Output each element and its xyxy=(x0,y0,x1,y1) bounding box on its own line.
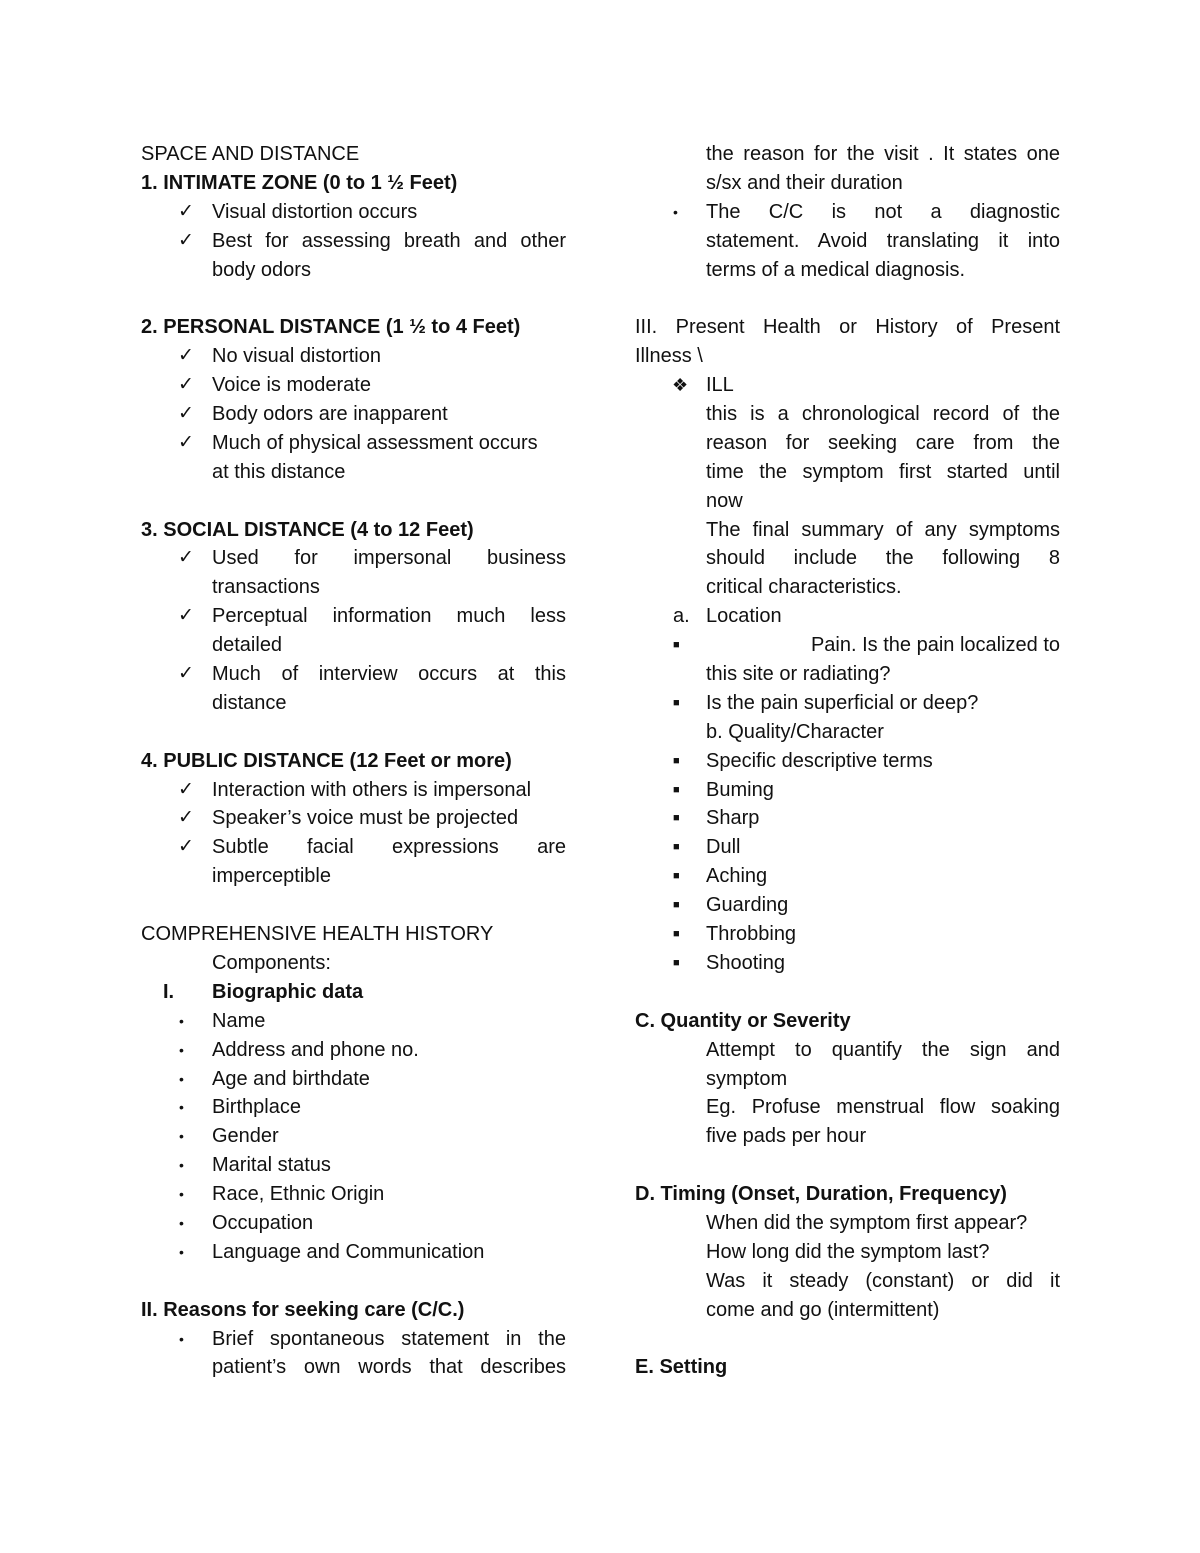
check-icon: ✓ xyxy=(178,200,194,222)
comprehensive-health-history-title: COMPREHENSIVE HEALTH HISTORY xyxy=(141,923,494,946)
list-item-cont: statement. Avoid translating it into xyxy=(706,229,1060,252)
list-item-cont: at this distance xyxy=(212,460,346,483)
public-distance-heading: 4. PUBLIC DISTANCE (12 Feet or more) xyxy=(141,749,512,772)
square-bullet-icon: ■ xyxy=(673,956,680,969)
reason-continued: s/sx and their duration xyxy=(706,171,903,194)
bullet-icon: • xyxy=(179,1330,184,1347)
list-item: • Marital status xyxy=(141,1151,566,1180)
list-item: ✓ Used for impersonal business xyxy=(141,544,566,573)
list-item-cont: patient’s own words that describes xyxy=(212,1356,566,1379)
list-item: ■ Specific descriptive terms xyxy=(635,747,1060,776)
list-item: • Gender xyxy=(141,1122,566,1151)
list-item: • The C/C is not a diagnostic xyxy=(635,198,1060,227)
check-icon: ✓ xyxy=(178,431,194,453)
present-illness-heading: III. Present Health or History of Present xyxy=(635,316,1060,339)
paragraph-line: When did the symptom first appear? xyxy=(706,1211,1028,1234)
list-item-cont: transactions xyxy=(212,576,320,599)
square-bullet-icon: ■ xyxy=(673,812,680,825)
list-item-cont: body odors xyxy=(212,258,311,281)
list-item: ✓ Much of physical assessment occurs xyxy=(141,429,566,458)
list-item-cont: terms of a medical diagnosis. xyxy=(706,258,966,281)
paragraph-line: Eg. Profuse menstrual flow soaking xyxy=(706,1096,1060,1119)
list-item: ■ Pain. Is the pain localized to xyxy=(635,631,1060,660)
list-letter: a. xyxy=(673,605,690,628)
list-item: • Language and Communication xyxy=(141,1238,566,1267)
paragraph-line: come and go (intermittent) xyxy=(706,1298,940,1321)
roman-numeral: I. xyxy=(163,980,175,1003)
check-icon: ✓ xyxy=(178,229,194,251)
list-item: ■ Buming xyxy=(635,776,1060,805)
paragraph-line: should include the following 8 xyxy=(706,547,1060,570)
check-icon: ✓ xyxy=(178,778,194,800)
paragraph-line: five pads per hour xyxy=(706,1125,867,1148)
personal-distance-heading: 2. PERSONAL DISTANCE (1 ½ to 4 Feet) xyxy=(141,316,521,339)
square-bullet-icon: ■ xyxy=(673,639,680,652)
list-item: ■ Is the pain superficial or deep? xyxy=(635,689,1060,718)
check-icon: ✓ xyxy=(178,836,194,858)
left-column xyxy=(141,140,566,1382)
list-item: ✓ Voice is moderate xyxy=(141,371,566,400)
paragraph-line: The final summary of any symptoms xyxy=(706,518,1060,541)
quantity-severity-heading: C. Quantity or Severity xyxy=(635,1009,851,1032)
check-icon: ✓ xyxy=(178,547,194,569)
square-bullet-icon: ■ xyxy=(673,899,680,912)
setting-heading: E. Setting xyxy=(635,1356,728,1379)
location-item: a. Location xyxy=(635,602,1060,631)
biographic-data-heading: I. Biographic data xyxy=(141,978,566,1007)
ill-item: ❖ ILL xyxy=(635,371,1060,400)
list-item: ■ Dull xyxy=(635,833,1060,862)
check-icon: ✓ xyxy=(178,663,194,685)
list-item: • Address and phone no. xyxy=(141,1036,566,1065)
reasons-heading: II. Reasons for seeking care (C/C.) xyxy=(141,1298,465,1321)
list-item-cont: detailed xyxy=(212,634,283,657)
list-item-cont: distance xyxy=(212,691,287,714)
check-icon: ✓ xyxy=(178,403,194,425)
list-item: • Birthplace xyxy=(141,1093,566,1122)
list-item: ✓ Much of interview occurs at this xyxy=(141,660,566,689)
paragraph-line: now xyxy=(706,489,743,512)
square-bullet-icon: ■ xyxy=(673,928,680,941)
list-item: ■ Sharp xyxy=(635,804,1060,833)
square-bullet-icon: ■ xyxy=(673,754,680,767)
paragraph-line: How long did the symptom last? xyxy=(706,1240,990,1263)
list-item-cont: this site or radiating? xyxy=(706,663,891,686)
paragraph-line: Attempt to quantify the sign and xyxy=(706,1038,1060,1061)
square-bullet-icon: ■ xyxy=(673,870,680,883)
list-item: ✓ No visual distortion xyxy=(141,342,566,371)
list-item-cont: imperceptible xyxy=(212,865,331,888)
paragraph-line: reason for seeking care from the xyxy=(706,431,1060,454)
bullet-icon: • xyxy=(179,1214,184,1231)
paragraph-line: symptom xyxy=(706,1067,788,1090)
bullet-icon: • xyxy=(179,1186,184,1203)
list-item: • Name xyxy=(141,1007,566,1036)
square-bullet-icon: ■ xyxy=(673,841,680,854)
paragraph-line: Was it steady (constant) or did it xyxy=(706,1269,1060,1292)
page-title: SPACE AND DISTANCE xyxy=(141,143,360,165)
list-item: • Brief spontaneous statement in the xyxy=(141,1325,566,1354)
list-item: ✓ Perceptual information much less xyxy=(141,602,566,631)
paragraph-line: critical characteristics. xyxy=(706,576,902,599)
social-distance-heading: 3. SOCIAL DISTANCE (4 to 12 Feet) xyxy=(141,518,474,541)
diamond-icon: ❖ xyxy=(672,375,689,396)
check-icon: ✓ xyxy=(178,605,194,627)
list-item: ■ Aching xyxy=(635,862,1060,891)
list-item: • Age and birthdate xyxy=(141,1065,566,1094)
list-item: ■ Shooting xyxy=(635,949,1060,978)
list-item: ✓ Subtle facial expressions are xyxy=(141,833,566,862)
timing-heading: D. Timing (Onset, Duration, Frequency) xyxy=(635,1183,1007,1206)
check-icon: ✓ xyxy=(178,807,194,829)
intimate-zone-heading: 1. INTIMATE ZONE (0 to 1 ½ Feet) xyxy=(141,171,458,194)
list-item: • Race, Ethnic Origin xyxy=(141,1180,566,1209)
bullet-icon: • xyxy=(673,203,678,220)
quality-label: b. Quality/Character xyxy=(706,720,884,743)
bullet-icon: • xyxy=(179,1157,184,1174)
square-bullet-icon: ■ xyxy=(673,783,680,796)
bullet-icon: • xyxy=(179,1099,184,1116)
paragraph-line: this is a chronological record of the xyxy=(706,403,1060,426)
paragraph-line: time the symptom first started until xyxy=(706,460,1060,483)
bullet-icon: • xyxy=(179,1243,184,1260)
list-item: ✓ Speaker’s voice must be projected xyxy=(141,804,566,833)
list-item: • Occupation xyxy=(141,1209,566,1238)
bullet-icon: • xyxy=(179,1128,184,1145)
check-icon: ✓ xyxy=(178,374,194,396)
bullet-icon: • xyxy=(179,1012,184,1029)
components-label: Components: xyxy=(212,951,331,974)
bullet-icon: • xyxy=(179,1041,184,1058)
list-item: ✓ Best for assessing breath and other xyxy=(141,227,566,256)
check-icon: ✓ xyxy=(178,345,194,367)
reason-continued: the reason for the visit . It states one xyxy=(706,143,1060,165)
list-item: ■ Guarding xyxy=(635,891,1060,920)
bullet-icon: • xyxy=(179,1070,184,1087)
list-item: ■ Throbbing xyxy=(635,920,1060,949)
right-column xyxy=(635,140,1060,1382)
present-illness-heading-cont: Illness \ xyxy=(635,345,703,368)
list-item: ✓ Interaction with others is impersonal xyxy=(141,776,566,805)
square-bullet-icon: ■ xyxy=(673,696,680,709)
list-item: ✓ Body odors are inapparent xyxy=(141,400,566,429)
list-item: ✓ Visual distortion occurs xyxy=(141,198,566,227)
